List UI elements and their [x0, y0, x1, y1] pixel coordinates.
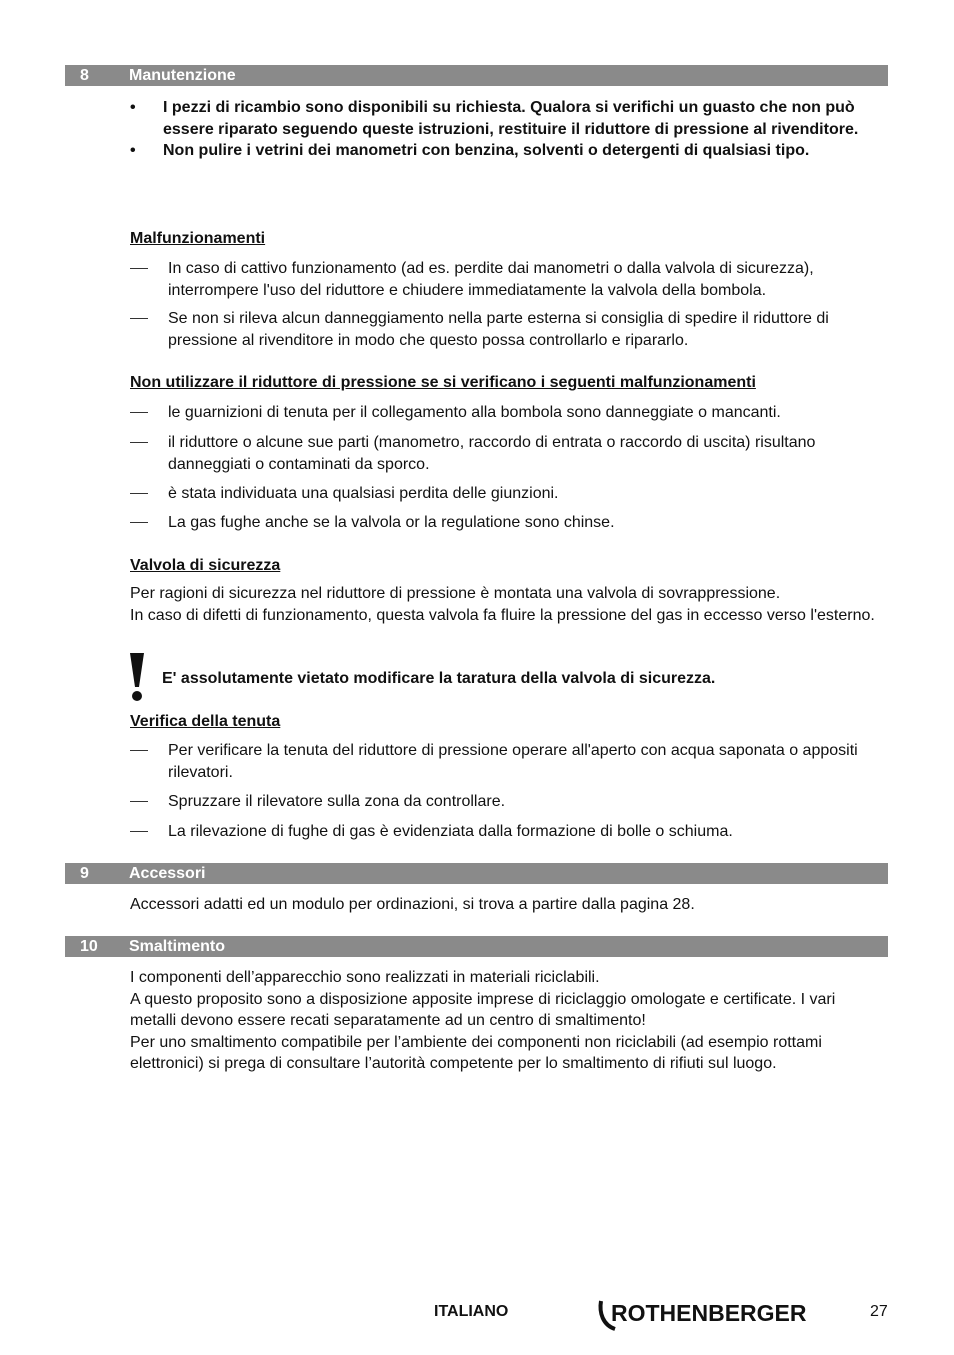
section-header-10 — [65, 936, 888, 957]
accessories-text: Accessori adatti ed un modulo per ordinazioni, si trova a partire dalla pagina 28. — [130, 896, 695, 913]
dash-marker — [130, 831, 148, 832]
rothenberger-logo — [597, 1297, 842, 1333]
safety-valve-text — [130, 583, 888, 626]
list-item-text: Spruzzare il rilevatore sulla zona da controllare. — [168, 793, 506, 810]
page-number: 27 — [870, 1303, 888, 1320]
brand-logotype: ROTHENBERGER — [611, 1300, 807, 1326]
list-item-text: il riduttore o alcune sue parti (manometro, raccordo di entrata o raccordo di uscita) risultano danneggiati o contaminati da sporco. — [168, 434, 816, 473]
paragraph-line: A questo proposito sono a disposizione apposite imprese di riciclaggio omologate e certificate. I vari metalli devono essere recati separatamente ad un centro di smaltimento! — [130, 990, 836, 1029]
list-item-text: La rilevazione di fughe di gas è evidenziata dalla formazione di bolle o schiuma. — [168, 823, 733, 840]
list-item-text: le guarnizioni di tenuta per il collegamento alla bombola sono danneggiate o mancanti. — [168, 404, 781, 421]
list-item-text: è stata individuata una qualsiasi perdita delle giunzioni. — [168, 485, 559, 502]
dash-marker — [130, 522, 148, 523]
section-title: Smaltimento — [129, 938, 226, 955]
dash-marker — [130, 412, 148, 413]
subheading-do-not-use: Non utilizzare il riduttore di pressione se si verificano i seguenti malfunzionamenti — [130, 374, 756, 391]
list-item-text: Se non si rileva alcun danneggiamento nella parte esterna si consiglia di spedire il riduttore di pressione al rivenditore in modo che questo possa controllarlo e ripararlo. — [168, 310, 829, 349]
bullet-dot: • — [130, 142, 136, 159]
section-number: 10 — [80, 938, 98, 955]
list-item — [130, 483, 890, 505]
section-number: 9 — [80, 865, 89, 882]
list-item — [130, 821, 890, 843]
disposal-text — [130, 967, 875, 1075]
list-item-text: In caso di cattivo funzionamento (ad es. perdite dai manometri o dalla valvola di sicurezza), interrompere l'uso del riduttore e chiudere immediatamente la valvola della bombola. — [168, 260, 814, 299]
subheading-safety-valve: Valvola di sicurezza — [130, 557, 281, 574]
warning-exclamation-icon — [128, 653, 146, 703]
paragraph-line: Per uno smaltimento compatibile per l’ambiente dei componenti non riciclabili (ad esempio rottami elettronici) si prega di consultare l’autorità competente per lo smaltimento di rifiuti sul luogo. — [130, 1033, 822, 1072]
paragraph-line: In caso di difetti di funzionamento, questa valvola fa fluire la pressione del gas in eccesso verso l'esterno. — [130, 606, 875, 624]
subheading-leak-check: Verifica della tenuta — [130, 713, 281, 730]
dash-marker — [130, 493, 148, 494]
subheading-malfunctions: Malfunzionamenti — [130, 230, 266, 247]
list-item — [130, 402, 890, 424]
dash-marker — [130, 318, 148, 319]
list-item — [130, 258, 890, 301]
section-header-8 — [65, 65, 888, 86]
list-item-text: La gas fughe anche se la valvola or la regulatione sono chinse. — [168, 514, 615, 531]
list-item — [130, 308, 890, 351]
section-title: Accessori — [129, 865, 206, 882]
bullet-text: I pezzi di ricambio sono disponibili su richiesta. Qualora si verifichi un guasto che non può essere riparato seguendo queste istruzioni, restituire il riduttore di pressione al rivenditore. — [163, 99, 859, 138]
bullet-dot: • — [130, 99, 136, 116]
section-header-9 — [65, 863, 888, 884]
dash-marker — [130, 801, 148, 802]
paragraph-line: I componenti dell’apparecchio sono realizzati in materiali riciclabili. — [130, 969, 600, 986]
warning-text: E' assolutamente vietato modificare la taratura della valvola di sicurezza. — [162, 670, 716, 687]
list-item-text: Per verificare la tenuta del riduttore di pressione operare all'aperto con acqua saponata o appositi rilevatori. — [168, 742, 858, 781]
dash-marker — [130, 750, 148, 751]
list-item — [130, 740, 890, 783]
section-number: 8 — [80, 67, 89, 84]
bullet-text: Non pulire i vetrini dei manometri con benzina, solventi o detergenti di qualsiasi tipo. — [163, 142, 810, 159]
list-item — [130, 791, 890, 813]
section-title: Manutenzione — [129, 67, 236, 84]
list-item — [130, 432, 890, 475]
list-item — [130, 512, 890, 534]
dash-marker — [130, 268, 148, 269]
maintenance-bullets — [130, 97, 860, 162]
list-item — [130, 140, 860, 162]
dash-marker — [130, 442, 148, 443]
paragraph-line: Per ragioni di sicurezza nel riduttore di pressione è montata una valvola di sovrappressione. — [130, 585, 781, 602]
footer-language: ITALIANO — [434, 1303, 509, 1320]
list-item — [130, 97, 860, 140]
